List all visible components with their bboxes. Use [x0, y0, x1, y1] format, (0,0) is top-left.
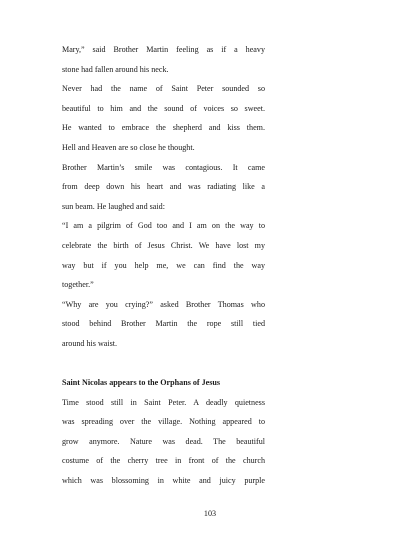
text-line: sun beam. He laughed and said: [62, 201, 165, 211]
text-line: “Why are you crying?” asked Brother Thomas who [62, 299, 265, 309]
text-line: way but if you help me, we can find the way [62, 260, 265, 270]
text-line: celebrate the birth of Jesus Christ. We have lost my [62, 240, 265, 250]
section-heading: Saint Nicolas appears to the Orphans of Jesus [62, 378, 221, 388]
text-line: Time stood still in Saint Peter. A deadly quietness [62, 397, 265, 407]
text-line: was spreading over the village. Nothing appeared to [62, 417, 265, 427]
text-line: “I am a pilgrim of God too and I am on the way to [62, 221, 265, 231]
text-line: grow anymore. Nature was dead. The beautiful [62, 436, 265, 446]
text-line: He wanted to embrace the shepherd and kiss them. [62, 123, 265, 133]
text-line: stood behind Brother Martin the rope still tied [62, 319, 265, 329]
section-spacer [62, 354, 265, 374]
text-line: Mary,” said Brother Martin feeling as if a heavy [62, 45, 265, 54]
text-line: from deep down his heart and was radiating like a [62, 182, 265, 192]
text-line: costume of the cherry tree in front of the church [62, 456, 265, 466]
paragraph [62, 79, 265, 157]
text-line: together.” [62, 280, 94, 290]
text-line: beautiful to him and the sound of voices so sweet. [62, 103, 265, 113]
text-line: Never had the name of Saint Peter sounded so [62, 84, 265, 94]
text-line: Brother Martin’s smile was contagious. It came [62, 162, 265, 172]
text-line: around his waist. [62, 338, 118, 348]
text-line: which was blossoming in white and juicy purple [62, 476, 265, 486]
paragraph [62, 158, 265, 217]
paragraph [62, 216, 265, 294]
text-line: stone had fallen around his neck. [62, 64, 169, 74]
page-number: 103 [203, 509, 217, 518]
paragraph [62, 393, 265, 491]
page-body [62, 40, 265, 491]
paragraph [62, 40, 265, 79]
text-line: Hell and Heaven are so close he thought. [62, 142, 195, 152]
paragraph [62, 295, 265, 354]
